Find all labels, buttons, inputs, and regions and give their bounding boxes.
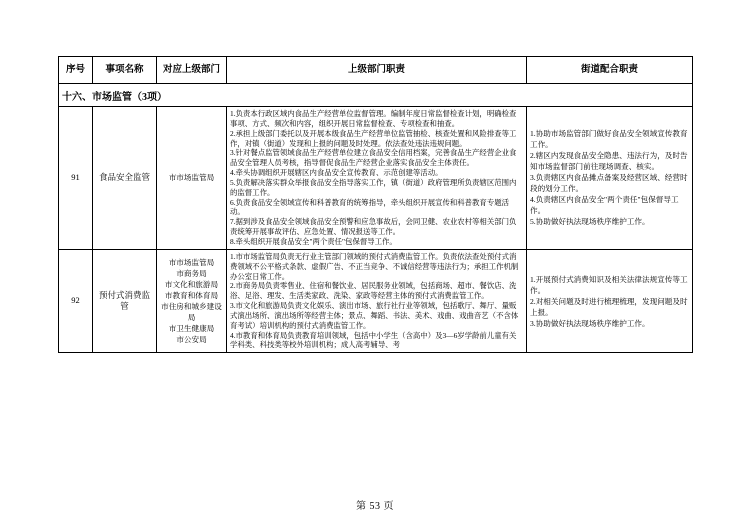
row-no: 91 xyxy=(59,107,93,250)
dept-line: 市商务局 xyxy=(176,269,207,279)
duty-item: 3.市文化和旅游局负责文化娱乐、演出市场、旅行社行业等领域，包括歌厅、舞厅、量贩式演出场所、演出场所等经营主体；景点、舞蹈、书法、美术、戏曲、戏曲音艺（不含体育考试）培训机构的预付式消费监管工作。 xyxy=(230,301,519,330)
duty-item: 1.市市场监管局负责无行业主管部门领域的预付式消费监管工作。负责依法查处预付式消费领域不公平格式条款、虚假广告、不正当竞争、不诚信经营等违法行为；承担工作机制办公室日常工作。 xyxy=(230,251,519,281)
section-title-row xyxy=(59,84,693,107)
section-title: 十六、市场监管（3项） xyxy=(59,84,693,107)
dept-line: 市市场监管局 xyxy=(168,173,215,183)
street-duty-item: 2.辖区内发现食品安全隐患、违法行为，及时告知市场监督部门前往现场调查、核实。 xyxy=(530,151,688,172)
duty-item: 7.据到涉及食品安全领域食品安全预警和应急事故后，会同卫健、农业农村等相关部门负责统筹开展事故评估、应急处置、情况报送等工作。 xyxy=(230,217,517,237)
column-header-no: 序号 xyxy=(59,57,93,84)
table-row xyxy=(59,249,693,352)
duty-item: 2.承担上级部门委托以及开展本级食品生产经营单位监管抽检、核查处置和风险排查等工作，对镇（街道）发现和上报的问题及时处理。依法查处违法违规问题。 xyxy=(230,128,517,148)
duty-item: 6.负责食品安全领域宣传和科普教育的统筹指导，牵头组织开展宣传和科普教育专题活动。 xyxy=(230,197,510,217)
street-duty-item: 3.协助做好执法现场秩序维护工作。 xyxy=(530,318,650,328)
table-row xyxy=(59,107,693,250)
street-duty-item: 5.协助做好执法现场秩序维护工作。 xyxy=(530,217,650,227)
duty-item: 4.牵头协调组织开展辖区内食品安全宣传教育、示范创建等活动。 xyxy=(230,168,443,178)
column-header-street: 街道配合职责 xyxy=(527,57,693,84)
duty-item: 3.针对餐点监管领域食品生产经营单位建立食品安全信用档案，完善食品生产经营企业食品安全管理人员考核，指导督促食品生产经营企业落实食品安全主体责任。 xyxy=(230,148,517,168)
street-duty-item: 2.对相关问题及时进行梳理梳理，发现问题及时上报。 xyxy=(530,296,688,317)
street-duty-item: 4.负责辖区内食品安全"两个责任"包保督导工作。 xyxy=(530,195,679,216)
page-number: 第 53 页 xyxy=(356,501,394,512)
dept-line: 市教育和体育局 xyxy=(164,291,219,301)
table-header-row xyxy=(59,57,693,84)
row-street-duties xyxy=(527,249,693,352)
street-duty-item: 1.开展预付式消费知识及相关法律法规宣传等工作。 xyxy=(530,274,688,295)
duty-item: 2.市商务局负责零售业、住宿和餐饮业、居民服务业领域，包括商场、超市、餐饮店、洗浴、足浴、理发、生活类家政、洗染、家政等经营主体的预付式消费监管工作。 xyxy=(230,281,517,301)
row-upper-duties xyxy=(227,107,527,250)
row-dept-list xyxy=(157,107,227,250)
row-upper-duties xyxy=(227,249,527,352)
dept-line: 市卫生健康局 xyxy=(168,324,215,334)
responsibility-table xyxy=(58,56,693,353)
dept-line: 市公安局 xyxy=(176,335,207,345)
row-dept-list xyxy=(157,249,227,352)
page-footer xyxy=(0,497,750,512)
street-duty-item: 1.协助市场监管部门做好食品安全领域宣传教育工作。 xyxy=(530,129,688,150)
table-body xyxy=(59,84,693,353)
street-duty-item: 3.负责辖区内食品摊点备案及经营区域、经营时段的划分工作。 xyxy=(530,173,688,194)
dept-line: 市住房和城乡建设局 xyxy=(161,302,222,323)
duty-item: 1.负责本行政区域内食品生产经营单位监督管理。编制年度日常监督检查计划，明确检查事项、方式、频次和内容，组织开展日常监督检查、专项检查和抽查。 xyxy=(230,109,517,128)
column-header-dept: 对应上级部门 xyxy=(157,57,227,84)
dept-line: 市市场监管局 xyxy=(168,258,215,268)
row-street-duties xyxy=(527,107,693,250)
column-header-duty: 上级部门职责 xyxy=(227,57,527,84)
duty-item: 5.负责解决落实群众举报食品安全指导落实工作，镇（街道）政府管理所负责辖区范围内的监督工作。 xyxy=(230,177,517,197)
row-item-name: 预付式消费监管 xyxy=(93,249,157,352)
table-header xyxy=(59,57,693,84)
duty-item: 4.市教育和体育局负责教育培训领域，包括中小学生（含高中）及3—6岁学龄前儿童有关学科类、科技类等校外培训机构；成人高考辅导、考 xyxy=(230,330,517,350)
dept-line: 市文化和旅游局 xyxy=(164,280,219,290)
column-header-name: 事项名称 xyxy=(93,57,157,84)
row-item-name: 食品安全监管 xyxy=(93,107,157,250)
row-no: 92 xyxy=(59,249,93,352)
duty-item: 8.牵头组织开展食品安全"两个责任"包保督导工作。 xyxy=(230,236,397,246)
